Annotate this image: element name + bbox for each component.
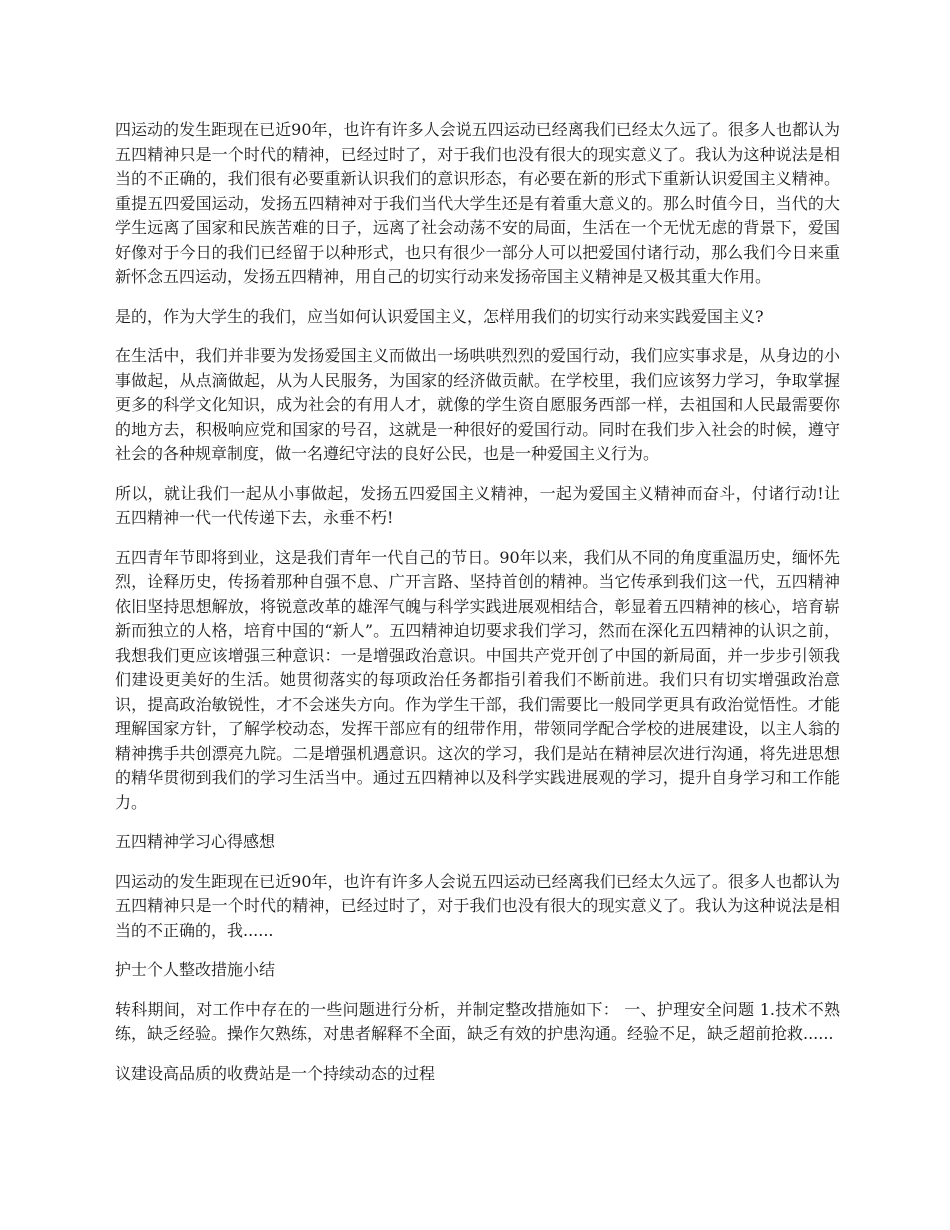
related-article-title-2: 护士个人整改措施小结 bbox=[115, 960, 276, 979]
paragraph-daily-life: 在生活中，我们并非要为发扬爱国主义而做出一场哄哄烈烈的爱国行动，我们应实事求是，从身边的小事做起，从点滴做起，从为人民服务，为国家的经济做贡献。在学校里，我们应该努力学习，争取掌握更多的科学文化知识，成为社会的有用人才，就像的学生资自愿服务西部一样，去祖国和人民最需要你的地方去，积极响应党和国家的号召，这就是一种很好的爱国行动。同时在我们步入社会的时候，遵守社会的各种规章制度，做一名遵纪守法的良好公民，也是一种爱国主义行为。 bbox=[115, 346, 840, 463]
related-article-title-1: 五四精神学习心得感想 bbox=[115, 832, 276, 851]
document-body bbox=[115, 118, 840, 1101]
related-article-title-3: 议建设高品质的收费站是一个持续动态的过程 bbox=[115, 1063, 436, 1083]
paragraph-youth-day: 五四青年节即将到业，这是我们青年一代自己的节日。90年以来，我们从不同的角度重温历史，缅怀先烈，诠释历史，传扬着那种自强不息、广开言路、坚持首创的精神。当它传承到我们这一代，五四精神依旧坚持思想解放，将锐意改革的雄浑气魄与科学实践进展观相结合，彰显着五四精神的核心，培育崭新而独立的人格，培育中国的“新人”。五四精神迫切要求我们学习，然而在深化五四精神的认识之前，我想我们更应该增强三种意识：一是增强政治意识。中国共产党开创了中国的新局面，并一步步引领我们建设更美好的生活。她贯彻落实的每项政治任务都指引着我们不断前进。我们只有切实增强政治意识，提高政治敏锐性，才不会迷失方向。作为学生干部，我们需要比一般同学更具有政治觉悟性。才能理解国家方针，了解学校动态，发挥干部应有的纽带作用，带领同学配合学校的进展建设，以主人翁的精神携手共创漂亮九院。二是增强机遇意识。这次的学习，我们是站在精神层次进行沟通，将先进思想的精华贯彻到我们的学习生活当中。通过五四精神以及科学实践进展观的学习，提升自身学习和工作能力。 bbox=[115, 547, 840, 812]
paragraph-intro: 四运动的发生距现在已近90年，也许有许多人会说五四运动已经离我们已经太久远了。很多人也都认为五四精神只是一个时代的精神，已经过时了，对于我们也没有很大的现实意义了。我认为这种说法是相当的不正确的，我们很有必要重新认识我们的意识形态，有必要在新的形式下重新认识爱国主义精神。重提五四爱国运动，发扬五四精神对于我们当代大学生还是有着重大意义的。那么时值今日，当代的大学生远离了国家和民族苦难的日子，远离了社会动荡不安的局面，生活在一个无忧无虑的背景下，爱国好像对于今日的我们已经留于以种形式，也只有很少一部分人可以把爱国付诸行动，那么我们今日来重新怀念五四运动，发扬五四精神，用自己的切实行动来发扬帝国主义精神是又极其重大作用。 bbox=[115, 120, 840, 286]
paragraph-question: 是的，作为大学生的我们，应当如何认识爱国主义，怎样用我们的切实行动来实践爱国主义? bbox=[115, 306, 764, 326]
related-article-excerpt-1: 四运动的发生距现在已近90年，也许有许多人会说五四运动已经离我们已经太久远了。很多人也都认为五四精神只是一个时代的精神，已经过时了，对于我们也没有很大的现实意义了。我认为这种说法是相当的不正确的，我...... bbox=[115, 871, 840, 940]
paragraph-conclusion: 所以，就让我们一起从小事做起，发扬五四爱国主义精神，一起为爱国主义精神而奋斗，付诸行动!让五四精神一代一代传递下去，永垂不朽! bbox=[115, 483, 840, 527]
related-article-excerpt-2: 转科期间，对工作中存在的一些问题进行分析，并制定整改措施如下： 一、护理安全问题 1.技术不熟练，缺乏经验。操作欠熟练，对患者解释不全面，缺乏有效的护患沟通。经验不足，缺乏超前抢救...... bbox=[115, 999, 840, 1043]
